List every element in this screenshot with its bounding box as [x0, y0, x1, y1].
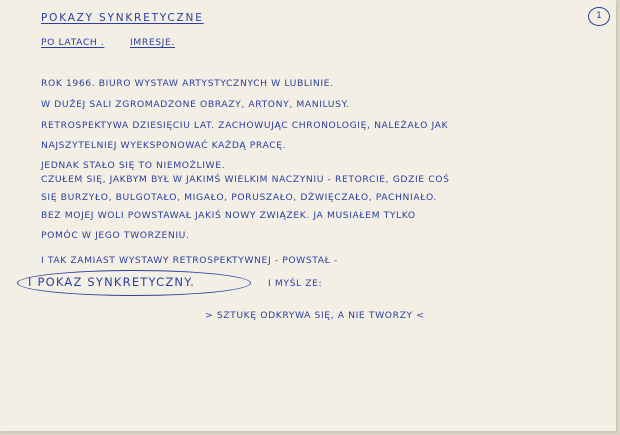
- text-line: ROK 1966. BIURO WYSTAW ARTYSTYCZNYCH W LUBLINIE.: [41, 78, 334, 89]
- text-line: SIĘ BURZYŁO, BULGOTAŁO, MIGAŁO, PORUSZAŁO, DŹWIĘCZAŁO, PACHNIAŁO.: [41, 192, 437, 203]
- subtitle-right: IMRESJE.: [130, 37, 175, 48]
- page-number: 1: [588, 7, 610, 26]
- subtitle-left: PO LATACH .: [41, 37, 105, 48]
- text-line: W DUŻEJ SALI ZGROMADZONE OBRAZY, ARTONY, MANILUSY.: [41, 99, 350, 110]
- text-line: NAJSZYTELNIEJ WYEKSPONOWAĆ KAŻDĄ PRACĘ.: [41, 140, 287, 151]
- text-line: POMÓC W JEGO TWORZENIU.: [41, 230, 190, 241]
- text-line: JEDNAK STAŁO SIĘ TO NIEMOŻLIWE.: [41, 160, 226, 171]
- text-line: CZUŁEM SIĘ, JAKBYM BYŁ W JAKIMŚ WIELKIM NACZYNIU - RETORCIE, GDZIE COŚ: [41, 174, 450, 185]
- circled-phrase: I POKAZ SYNKRETYCZNY.: [28, 275, 195, 289]
- page-title: POKAZY SYNKRETYCZNE: [41, 12, 204, 24]
- closing-line: > SZTUKĘ ODKRYWA SIĘ, A NIE TWORZY <: [205, 310, 425, 321]
- text-line: BEZ MOJEJ WOLI POWSTAWAŁ JAKIŚ NOWY ZWIĄZEK. JA MUSIAŁEM TYLKO: [41, 210, 416, 221]
- text-line: I TAK ZAMIAST WYSTAWY RETROSPEKTYWNEJ - POWSTAŁ -: [41, 255, 338, 266]
- after-circle-text: I MYŚL ZE:: [268, 278, 323, 289]
- text-line: RETROSPEKTYWA DZIESIĘCIU LAT. ZACHOWUJĄC CHRONOLOGIĘ, NALEŻAŁO JAK: [41, 120, 449, 131]
